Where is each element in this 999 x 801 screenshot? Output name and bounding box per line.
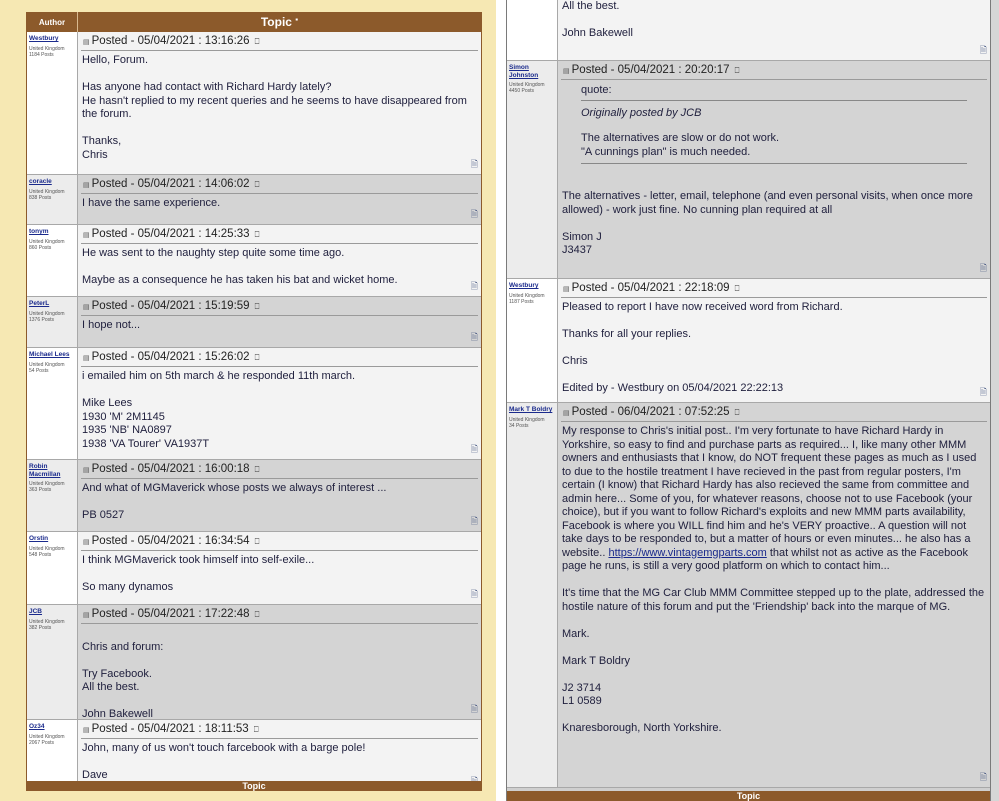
post-document-icon: ▤ [83,539,90,546]
author-location: United Kingdom [29,733,65,740]
post-header [81,32,478,51]
quote-header: quote: [581,84,967,101]
post-text: My response to Chris's initial post.. I'm very fortunate to have Richard Hardy in Yorkshire, so easy to find and purchase parts as required... I, like many other MMM owners and enthusiasts that I know, do NOT frequent these pages as much as I used to due to the hostile treatment I have recieved in the past from regular posters, I'm certain (I know) that Richard Hardy has also recieved the same from committee and admin here... Some of you, for whatever reasons, choose not to use Facebook (your choice), but if you want to follow Richard's exploits and new MMM parts availability, Facebook is where you WILL find him and he's VERY proactive.. A question will not take days to be responded to, but a matter of hours or even minutes... he also has a website.. https://www.vintagemgparts.com that whilst not as active as the Facebook page he runs, is still a very good platform on which to contact him... It's time that the MG Car Club MMM Committee stepped up to the plate, addressed the hostile nature of this forum and put the 'Friendship' back into the marque of MG. Mark. Mark T Boldry J2 3714 L1 0589 Knaresborough, North Yorkshire. [562,425,985,734]
author-name-link[interactable]: Robin Macmillan [29,463,61,478]
reply-with-quote-icon[interactable]: 🗎 [470,159,478,169]
edit-reply-icon[interactable]: ⎕ [734,284,740,293]
author-cell [27,297,78,347]
author-cell [27,225,78,296]
post-text: Hello, Forum. Has anyone had contact with Richard Hardy lately? He hasn't replied to my recent queries and he seems to have disappeared from the forum. Thanks, Chris [82,54,467,161]
author-post-count: 1376 Posts [29,316,55,323]
author-name-link[interactable]: Orstin [29,535,49,542]
post-body [78,532,481,604]
author-cell-empty [507,0,558,60]
posted-timestamp: Posted - 05/04/2021 : 14:06:02 [91,178,250,190]
post-header [81,720,478,739]
post-header [81,225,478,244]
post-text: All the best. John Bakewell [562,0,633,39]
post-text: Pleased to report I have now received word from Richard. Thanks for all your replies. Chris Edited by - Westbury on 05/04/2021 22:22:13 [562,301,843,394]
edit-reply-icon[interactable]: ⎕ [254,180,260,189]
author-name-link[interactable]: PeterL [29,300,50,307]
post-header [81,532,478,551]
edit-reply-icon[interactable]: ⎕ [253,725,259,734]
edit-reply-icon[interactable]: ⎕ [254,353,260,362]
post-body-continued [558,0,990,60]
author-cell [507,403,558,787]
author-post-count: 1187 Posts [509,298,534,305]
post-document-icon: ▤ [83,727,90,734]
author-name-link[interactable]: Westbury [509,282,539,289]
author-cell [27,175,78,224]
author-post-count: 1184 Posts [29,51,54,58]
posted-timestamp: Posted - 05/04/2021 : 16:34:54 [91,535,250,547]
edit-reply-icon[interactable]: ⎕ [254,610,260,619]
post-text: John, many of us won't touch farcebook with a barge pole! Dave [82,742,366,781]
post-header [81,460,478,479]
posted-timestamp: Posted - 05/04/2021 : 20:20:17 [571,64,730,76]
post-body [78,32,481,174]
reply-with-quote-icon[interactable]: 🗎 [470,589,478,599]
post-header [561,403,987,422]
post-body [78,175,481,224]
post-header [561,279,987,298]
author-column-header: Author [27,12,78,32]
post-body [78,460,481,531]
author-name-link[interactable]: Michael Lees [29,351,70,358]
reply-with-quote-icon[interactable]: 🗎 [470,516,478,526]
post-header [81,297,478,316]
posted-timestamp: Posted - 05/04/2021 : 14:25:33 [91,228,250,240]
right-screenshot-panel [506,0,999,801]
reply-with-quote-icon[interactable]: 🗎 [470,444,478,454]
forum-post [27,348,481,460]
right-post-list [507,61,990,788]
edit-reply-icon[interactable]: ⎕ [254,465,260,474]
reply-with-quote-icon[interactable]: 🗎 [979,772,987,782]
forum-post [27,460,481,532]
forum-post [27,532,481,605]
forum-post [27,297,481,348]
post-document-icon: ▤ [83,612,90,619]
forum-post [27,225,481,297]
post-document-icon: ▤ [563,410,570,417]
post-text: He was sent to the naughty step quite some time ago. Maybe as a consequence he has taken his bat and wicket home. [82,247,398,286]
author-post-count: 54 Posts [29,367,49,374]
post-body [558,403,990,787]
edit-reply-icon[interactable]: ⎕ [254,37,260,46]
post-document-icon: ▤ [83,39,90,46]
table-footer: Topic [27,781,481,791]
edit-reply-icon[interactable]: ⎕ [254,537,260,546]
post-document-icon: ▤ [563,68,570,75]
forum-post [27,605,481,720]
post-body [78,297,481,347]
edit-reply-icon[interactable]: ⎕ [734,66,740,75]
post-continued [507,0,990,61]
edit-reply-icon[interactable]: ⎕ [734,408,740,417]
posted-timestamp: Posted - 05/04/2021 : 15:19:59 [91,300,250,312]
author-cell [27,32,78,174]
author-cell [27,348,78,459]
author-cell [27,532,78,604]
post-document-icon: ▤ [83,182,90,189]
post-header [81,348,478,367]
edit-reply-icon[interactable]: ⎕ [254,302,260,311]
author-post-count: 2067 Posts [29,739,55,746]
quote-body: The alternatives are slow or do not work. "A cunnings plan" is much needed. [581,126,967,164]
post-body [78,605,481,719]
author-post-count: 548 Posts [29,551,52,558]
forum-post [27,175,481,225]
author-location: United Kingdom [29,238,65,245]
forum-post [507,403,990,788]
reply-with-quote-icon[interactable]: 🗎 [470,209,478,219]
posted-timestamp: Posted - 05/04/2021 : 15:26:02 [91,351,250,363]
post-body [78,225,481,296]
author-post-count: 4450 Posts [509,88,535,94]
author-name-link[interactable]: Simon Johnston [509,64,539,79]
author-location: United Kingdom [509,82,545,88]
author-location: United Kingdom [29,188,65,195]
author-location: United Kingdom [29,545,65,552]
left-post-list [27,32,481,791]
author-location: United Kingdom [29,310,65,317]
posted-timestamp: Posted - 05/04/2021 : 22:18:09 [571,282,730,294]
quote-attribution: Originally posted by JCB [581,106,702,119]
forum-post [507,279,990,403]
left-screenshot-panel [0,0,496,801]
author-post-count: 838 Posts [29,194,52,201]
post-header [81,605,478,624]
author-location: United Kingdom [509,416,545,423]
quote-block [581,84,967,164]
post-text: i emailed him on 5th march & he responded 11th march. Mike Lees 1930 'M' 2M1145 1935 'NB' NA0897 1938 'VA Tourer' VA1937T [82,370,356,450]
post-text: I have the same experience. [82,197,221,209]
post-document-icon: ▤ [83,355,90,362]
author-name-link[interactable]: JCB [29,608,43,615]
post-document-icon: ▤ [83,232,90,239]
post-text: I think MGMaverick took himself into self-exile... So many dynamos [82,554,315,593]
author-post-count: 363 Posts [29,487,52,493]
author-cell [27,460,78,531]
author-location: United Kingdom [29,481,65,487]
table-header [27,12,481,32]
post-body [558,279,990,402]
author-cell [507,61,558,278]
post-header [81,175,478,194]
post-body [78,348,481,459]
edit-reply-icon[interactable]: ⎕ [254,230,260,239]
post-header [561,61,987,80]
website-link[interactable]: https://www.vintagemgparts.com [608,546,767,559]
forum-topic-table-continued [506,0,991,801]
post-text: The alternatives - letter, email, telephone (and even personal visits, when once more allowed) - work just fine. No cunning plan required at all Simon J J3437 [562,190,973,256]
author-name-link[interactable]: Westbury [29,35,59,42]
post-document-icon: ▤ [83,304,90,311]
forum-post [507,61,990,279]
author-location: United Kingdom [29,618,65,625]
author-post-count: 382 Posts [29,624,52,631]
author-location: United Kingdom [509,292,545,299]
post-text: I hope not... [82,319,141,331]
posted-timestamp: Posted - 05/04/2021 : 16:00:18 [91,463,250,475]
posted-timestamp: Posted - 05/04/2021 : 13:16:26 [91,35,250,47]
author-name-link[interactable]: coracle [29,178,52,185]
author-location: United Kingdom [29,45,65,52]
reply-with-quote-icon[interactable]: 🗎 [470,332,478,342]
author-cell [507,279,558,402]
author-location: United Kingdom [29,361,65,368]
reply-with-quote-icon[interactable]: 🗎 [470,704,478,714]
forum-post [27,32,481,175]
post-document-icon: ▤ [563,286,570,293]
author-name-link[interactable]: tonym [29,228,49,235]
reply-with-quote-icon[interactable]: 🗎 [979,45,987,55]
post-document-icon: ▤ [83,467,90,474]
post-body [558,61,990,278]
author-post-count: 860 Posts [29,244,52,251]
author-name-link[interactable]: Mark T Boldry [509,406,553,413]
reply-with-quote-icon[interactable]: 🗎 [470,281,478,291]
posted-timestamp: Posted - 06/04/2021 : 07:52:25 [571,406,730,418]
post-text: And what of MGMaverick whose posts we always of interest ... PB 0527 [82,482,387,521]
post-text: Chris and forum: Try Facebook. All the best. John Bakewell [82,640,164,720]
author-post-count: 34 Posts [509,422,529,429]
forum-topic-table [26,12,482,791]
posted-timestamp: Posted - 05/04/2021 : 18:11:53 [91,723,249,735]
author-cell [27,605,78,719]
author-name-link[interactable]: Oz34 [29,723,45,730]
topic-column-header: Topic ▪ [260,15,299,29]
reply-with-quote-icon[interactable]: 🗎 [979,387,987,397]
table-footer: Topic [507,791,990,801]
reply-with-quote-icon[interactable]: 🗎 [979,263,987,273]
posted-timestamp: Posted - 05/04/2021 : 17:22:48 [91,608,250,620]
